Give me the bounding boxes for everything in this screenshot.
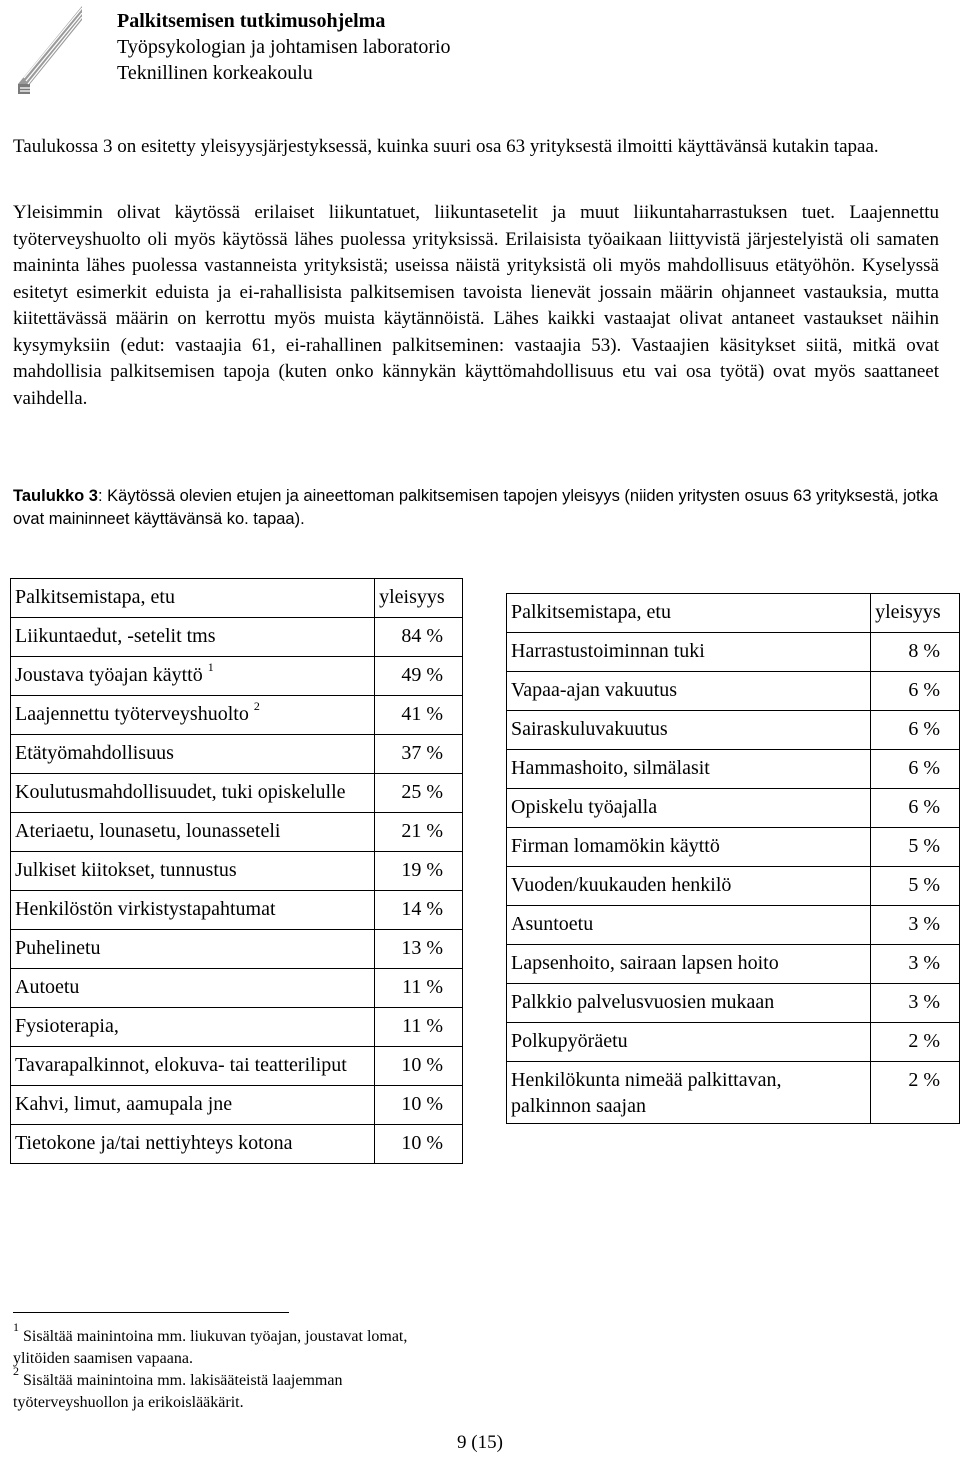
footnote-divider xyxy=(13,1312,289,1313)
table-row xyxy=(11,735,463,774)
benefit-name-cell xyxy=(11,657,375,696)
footnote-2 xyxy=(13,1364,453,1414)
document-header xyxy=(117,8,451,86)
table-row xyxy=(507,711,960,750)
benefit-name-cell xyxy=(507,945,871,984)
frequency-value: 2 % xyxy=(871,1062,960,1124)
benefit-name-cell xyxy=(507,672,871,711)
benefit-name-cell xyxy=(11,735,375,774)
table-row xyxy=(11,969,463,1008)
table-row xyxy=(507,672,960,711)
benefit-name-cell xyxy=(11,930,375,969)
header-laboratory: Työpsykologian ja johtamisen laboratorio xyxy=(117,36,451,58)
benefit-name-cell xyxy=(507,789,871,828)
benefit-name: Tavarapalkinnot, elokuva- tai teatteriliput xyxy=(15,1054,347,1076)
frequency-value: 11 % xyxy=(375,969,463,1008)
frequency-value: 10 % xyxy=(375,1047,463,1086)
footnote-text: Sisältää mainintoina mm. liukuvan työajan, joustavat lomat, ylitöiden saamisen vapaana. xyxy=(13,1328,408,1367)
analysis-paragraph: Yleisimmin olivat käytössä erilaiset liikuntatuet, liikuntasetelit ja muut liikuntaharrastuksen tuet. Laajennettu työterveyshuolto oli myös käytössä lähes puolessa yrityksissä. Erilaisista työaikaan liittyvistä järjestelyistä oli samaten maininta lähes puolessa vastanneista yrityksistä; useissa näistä yrityksistä oli myös mahdollisuus etätyöhön. Kyselyssä esitetyt esimerkit eduista ja ei-rahallisista palkitsemisen tavoista lienevät jossain määrin ohjanneet vastauksia, mutta kiitettävässä määrin on kerrottu myös muista käytännöistä. Lähes kaikki vastaajat olivat antaneet vastaukset näihin kysymyksiin (edut: vastaajia 61, ei-rahallinen palkitseminen: vastaajia 53). Vastaajien käsitykset siitä, mitkä ovat mahdollisia palkitsemisen tapoja (kuten onko kännykän käyttömahdollisuus etu vai osa työtä) ovat myös saattaneet vaihdella. xyxy=(13,202,939,409)
benefit-name: Autoetu xyxy=(15,976,80,998)
table-row xyxy=(507,867,960,906)
benefit-name: Harrastustoiminnan tuki xyxy=(511,640,705,662)
frequency-value: 84 % xyxy=(375,618,463,657)
header-cell-frequency: yleisyys xyxy=(871,594,960,633)
footnote-reference: 1 xyxy=(207,660,214,674)
footnote-1 xyxy=(13,1320,453,1370)
benefit-name: Henkilökunta nimeää palkittavan, palkinnon saajan xyxy=(511,1069,782,1117)
benefit-name-cell xyxy=(507,828,871,867)
benefit-name: Firman lomamökin käyttö xyxy=(511,835,720,857)
benefit-name: Kahvi, limut, aamupala jne xyxy=(15,1093,233,1115)
benefits-table-right xyxy=(506,593,960,1124)
frequency-value: 5 % xyxy=(871,867,960,906)
frequency-value: 13 % xyxy=(375,930,463,969)
benefit-name: Opiskelu työajalla xyxy=(511,796,658,818)
benefit-name-cell xyxy=(11,891,375,930)
frequency-value: 49 % xyxy=(375,657,463,696)
frequency-value: 10 % xyxy=(375,1086,463,1125)
benefit-name: Ateriaetu, lounasetu, lounasseteli xyxy=(15,820,281,842)
table-row xyxy=(507,789,960,828)
frequency-value: 6 % xyxy=(871,711,960,750)
table-row xyxy=(11,891,463,930)
frequency-value: 6 % xyxy=(871,672,960,711)
table-caption xyxy=(13,485,943,531)
frequency-value: 11 % xyxy=(375,1008,463,1047)
table-row xyxy=(11,774,463,813)
frequency-value: 2 % xyxy=(871,1023,960,1062)
frequency-value: 3 % xyxy=(871,945,960,984)
university-logo xyxy=(12,4,84,94)
table-row xyxy=(11,930,463,969)
table-row xyxy=(507,945,960,984)
benefit-name-cell xyxy=(11,774,375,813)
intro-paragraph: Taulukossa 3 on esitetty yleisyysjärjestyksessä, kuinka suuri osa 63 yrityksestä ilmoitti käyttävänsä kutakin tapaa. xyxy=(13,136,879,157)
benefit-name-cell xyxy=(507,867,871,906)
frequency-value: 37 % xyxy=(375,735,463,774)
benefit-name-cell xyxy=(11,813,375,852)
frequency-value: 5 % xyxy=(871,828,960,867)
frequency-value: 19 % xyxy=(375,852,463,891)
benefit-name: Koulutusmahdollisuudet, tuki opiskelulle xyxy=(15,781,346,803)
footnote-mark: 1 xyxy=(13,1320,19,1334)
benefit-name: Liikuntaedut, -setelit tms xyxy=(15,625,216,647)
footnote-reference: 2 xyxy=(253,699,260,713)
table-caption-label: Taulukko 3 xyxy=(13,487,98,505)
table-row xyxy=(11,813,463,852)
table-row xyxy=(507,984,960,1023)
benefit-name-cell xyxy=(11,1125,375,1164)
frequency-value: 41 % xyxy=(375,696,463,735)
benefit-name-cell xyxy=(11,696,375,735)
table-row xyxy=(507,633,960,672)
frequency-value: 6 % xyxy=(871,789,960,828)
benefit-name: Polkupyöräetu xyxy=(511,1030,628,1052)
benefit-name-cell xyxy=(11,618,375,657)
table-header-row xyxy=(507,594,960,633)
benefit-name-cell xyxy=(11,1086,375,1125)
footnote-text: Sisältää mainintoina mm. lakisääteistä laajemman työterveyshuollon ja erikoislääkärit. xyxy=(13,1372,343,1411)
benefit-name: Sairaskuluvakuutus xyxy=(511,718,668,740)
frequency-value: 8 % xyxy=(871,633,960,672)
benefit-name: Julkiset kiitokset, tunnustus xyxy=(15,859,237,881)
frequency-value: 3 % xyxy=(871,984,960,1023)
frequency-value: 3 % xyxy=(871,906,960,945)
benefit-name: Puhelinetu xyxy=(15,937,101,959)
table-row xyxy=(507,750,960,789)
benefits-table-left xyxy=(10,578,463,1164)
benefit-name-cell xyxy=(507,1062,871,1124)
header-university: Teknillinen korkeakoulu xyxy=(117,62,313,84)
benefit-name: Vuoden/kuukauden henkilö xyxy=(511,874,732,896)
frequency-value: 6 % xyxy=(871,750,960,789)
benefit-name: Joustava työajan käyttö xyxy=(15,664,208,686)
benefit-name-cell xyxy=(11,852,375,891)
table-row xyxy=(11,1008,463,1047)
frequency-value: 14 % xyxy=(375,891,463,930)
benefit-name-cell xyxy=(507,1023,871,1062)
footnote-mark: 2 xyxy=(13,1364,19,1378)
benefit-name-cell xyxy=(507,711,871,750)
frequency-value: 10 % xyxy=(375,1125,463,1164)
benefit-name-cell xyxy=(11,1047,375,1086)
table-row xyxy=(11,1125,463,1164)
table-row xyxy=(11,657,463,696)
benefit-name-cell xyxy=(507,633,871,672)
benefit-name-cell xyxy=(507,906,871,945)
table-caption-text: : Käytössä olevien etujen ja aineettoman palkitsemisen tapojen yleisyys (niiden yritysten osuus 63 yrityksestä, jotka ovat maininneet käyttävänsä ko. tapaa). xyxy=(13,487,939,528)
table-row xyxy=(507,1062,960,1124)
header-cell-method: Palkitsemistapa, etu xyxy=(11,579,375,618)
benefit-name: Fysioterapia, xyxy=(15,1015,119,1037)
benefit-name: Laajennettu työterveyshuolto xyxy=(15,703,254,725)
frequency-value: 25 % xyxy=(375,774,463,813)
benefit-name: Vapaa-ajan vakuutus xyxy=(511,679,678,701)
benefit-name: Henkilöstön virkistystapahtumat xyxy=(15,898,276,920)
table-row xyxy=(507,1023,960,1062)
header-cell-frequency: yleisyys xyxy=(375,579,463,618)
table-row xyxy=(11,852,463,891)
benefit-name: Etätyömahdollisuus xyxy=(15,742,174,764)
header-program-title: Palkitsemisen tutkimusohjelma xyxy=(117,10,386,32)
benefit-name-cell xyxy=(507,984,871,1023)
benefit-name-cell xyxy=(11,1008,375,1047)
frequency-value: 21 % xyxy=(375,813,463,852)
benefit-name: Tietokone ja/tai nettiyhteys kotona xyxy=(15,1132,293,1154)
table-row xyxy=(11,696,463,735)
benefit-name: Hammashoito, silmälasit xyxy=(511,757,710,779)
table-row xyxy=(11,1086,463,1125)
benefit-name: Palkkio palvelusvuosien mukaan xyxy=(511,991,775,1013)
table-row xyxy=(11,1047,463,1086)
table-row xyxy=(507,906,960,945)
table-row xyxy=(11,618,463,657)
table-row xyxy=(507,828,960,867)
benefit-name-cell xyxy=(507,750,871,789)
benefit-name: Asuntoetu xyxy=(511,913,594,935)
benefit-name: Lapsenhoito, sairaan lapsen hoito xyxy=(511,952,779,974)
table-header-row xyxy=(11,579,463,618)
header-cell-method: Palkitsemistapa, etu xyxy=(507,594,871,633)
benefit-name-cell xyxy=(11,969,375,1008)
page-number: 9 (15) xyxy=(457,1432,503,1453)
